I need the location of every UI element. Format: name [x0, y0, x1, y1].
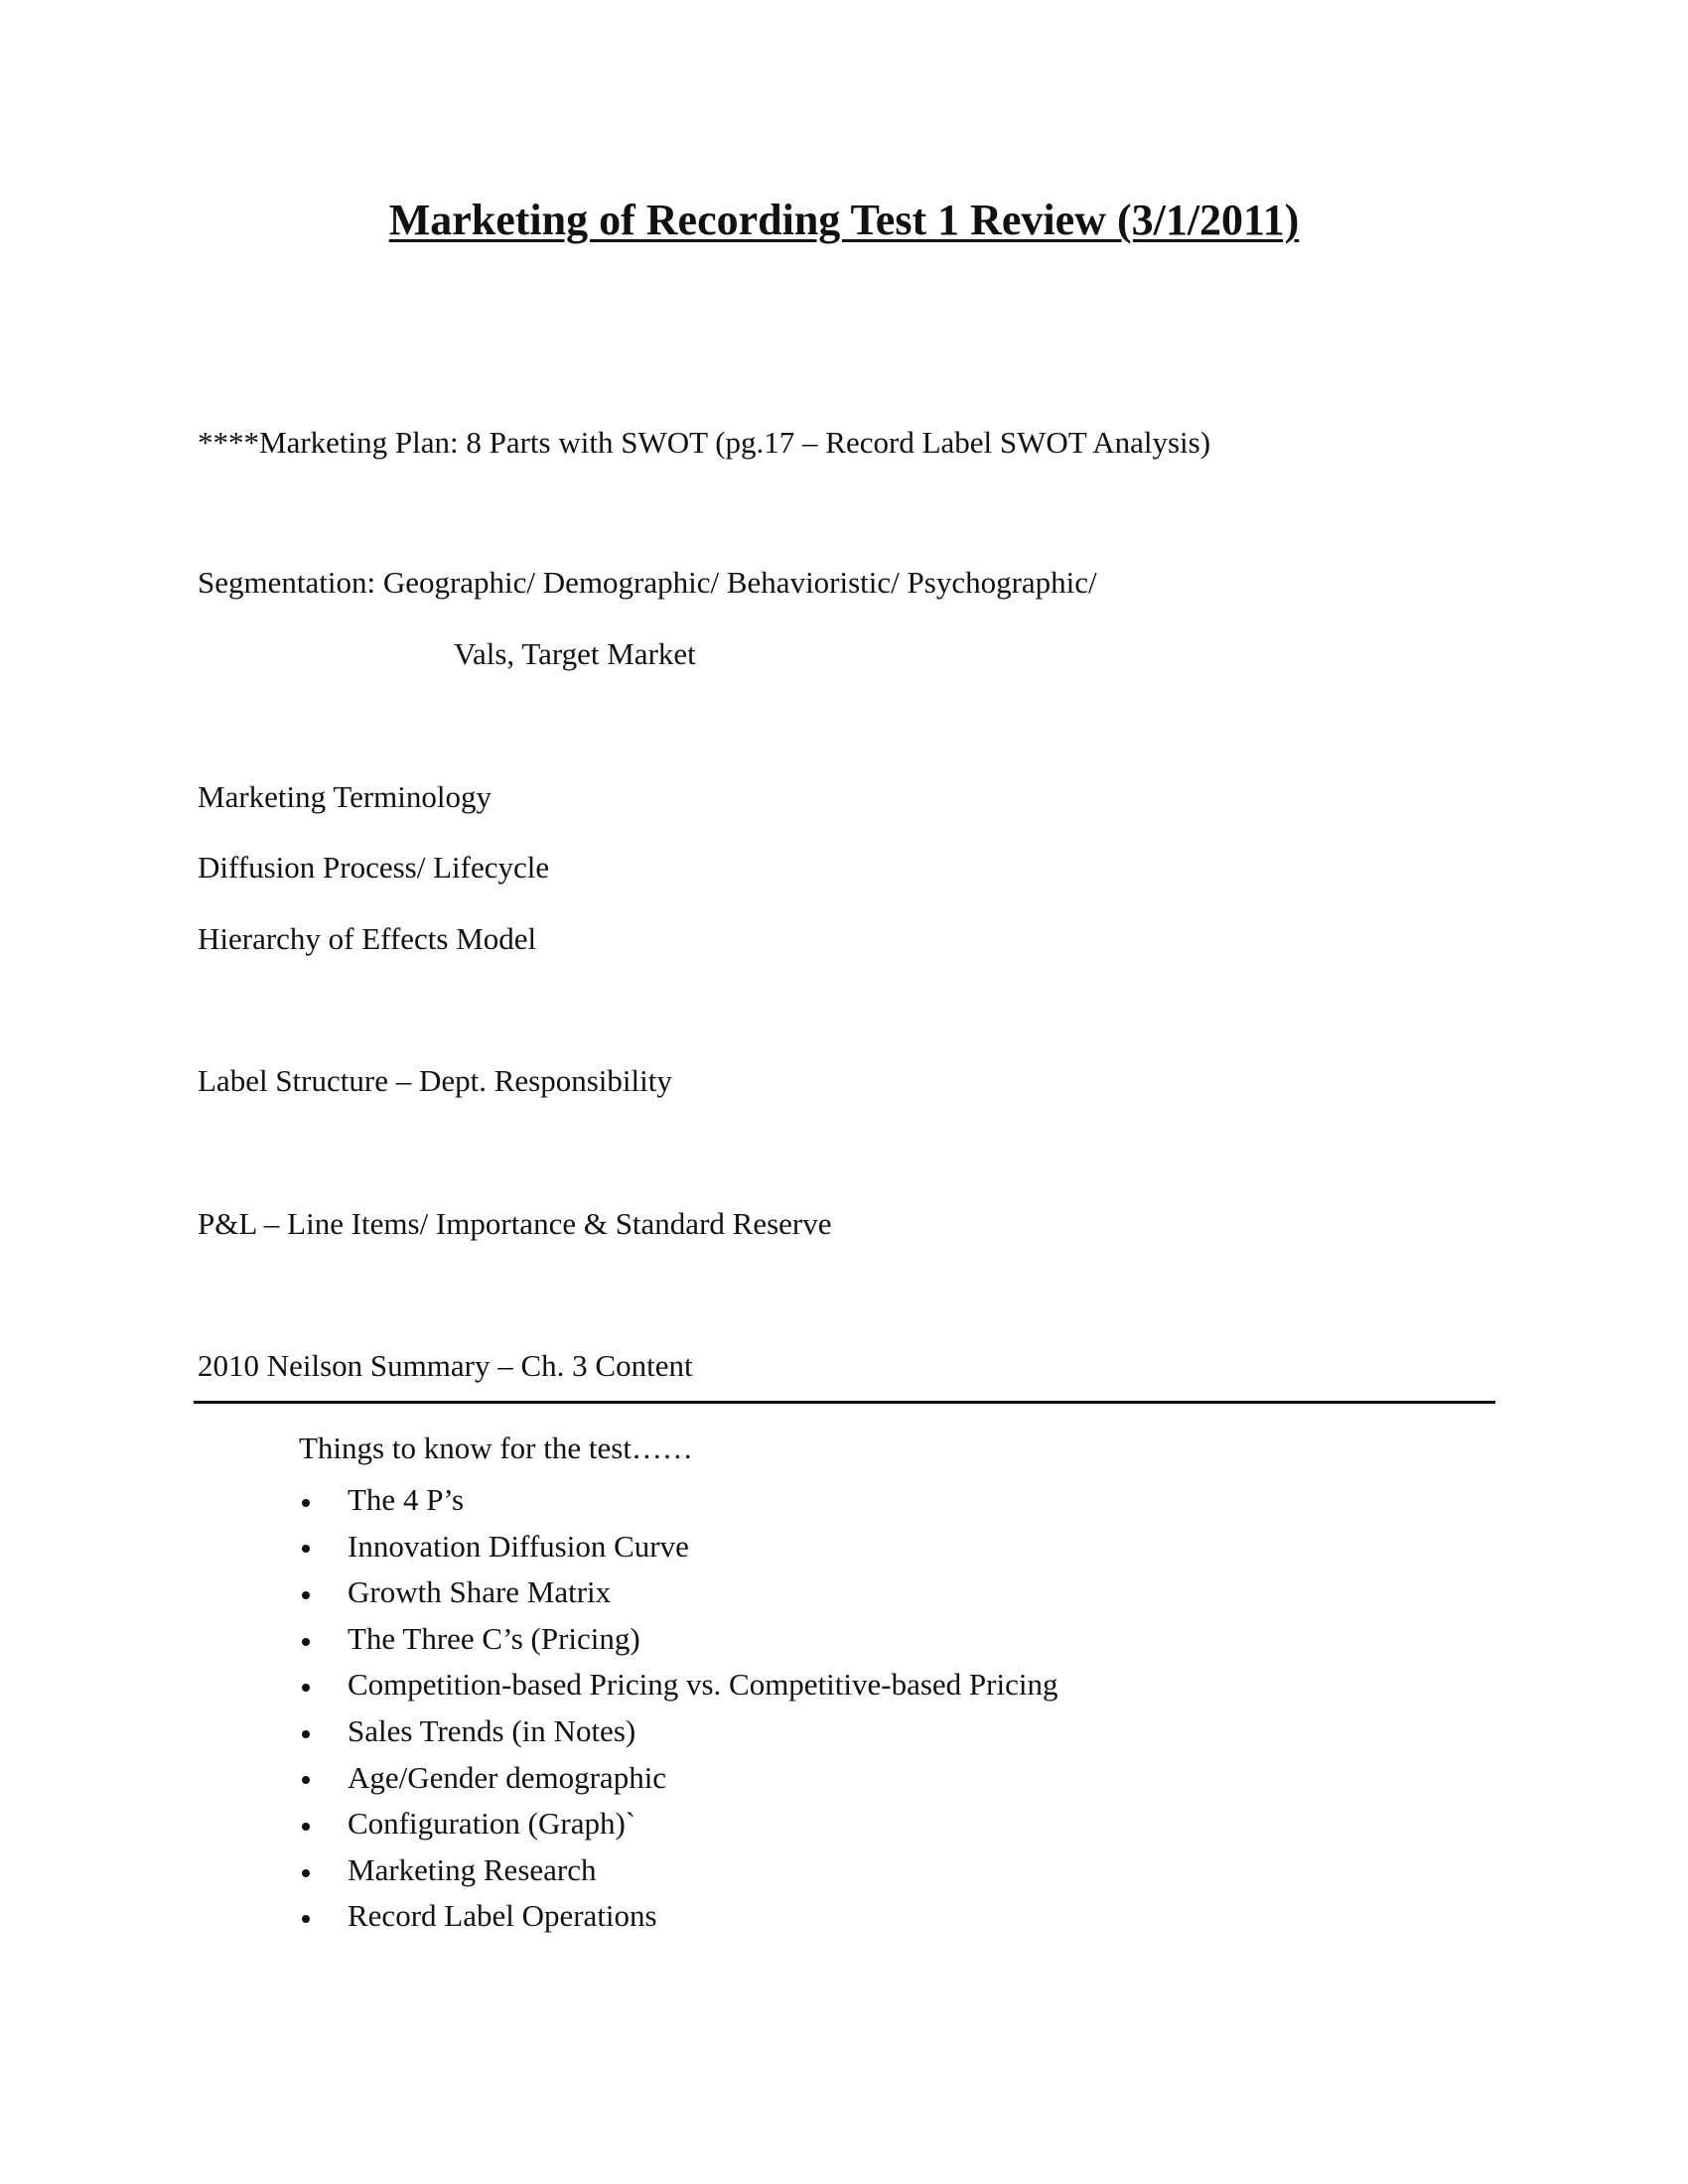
list-item-text: Growth Share Matrix [348, 1574, 612, 1610]
label-structure-line: Label Structure – Dept. Responsibility [198, 1063, 672, 1098]
list-item-text: Sales Trends (in Notes) [348, 1712, 636, 1748]
diffusion-line: Diffusion Process/ Lifecycle [198, 850, 550, 885]
bullet-icon [299, 1477, 313, 1524]
list-item-text: The Three C’s (Pricing) [348, 1620, 640, 1656]
section-divider [194, 1401, 1495, 1404]
segmentation-line: Segmentation: Geographic/ Demographic/ Behavioristic/ Psychographic/ [198, 565, 1097, 600]
document-title: Marketing of Recording Test 1 Review (3/1/2011) [388, 196, 1300, 244]
list-item-text: Competition-based Pricing vs. Competitive-based Pricing [348, 1667, 1058, 1703]
bullet-icon [299, 1801, 313, 1847]
pnl-line: P&L – Line Items/ Importance & Standard Reserve [198, 1206, 832, 1241]
bullet-icon [299, 1616, 313, 1663]
list-item-text: Age/Gender demographic [348, 1759, 667, 1795]
list-item-text: The 4 P’s [348, 1482, 465, 1517]
marketing-plan-line: ****Marketing Plan: 8 Parts with SWOT (pg.17 – Record Label SWOT Analysis) [198, 425, 1211, 460]
bullet-icon [299, 1662, 313, 1708]
bullet-icon [299, 1570, 313, 1616]
terminology-line: Marketing Terminology [198, 779, 492, 814]
bullet-icon [299, 1755, 313, 1802]
hierarchy-line: Hierarchy of Effects Model [198, 921, 537, 956]
bullet-icon [299, 1847, 313, 1894]
bullet-icon [299, 1708, 313, 1755]
neilson-summary-line: 2010 Neilson Summary – Ch. 3 Content [198, 1348, 693, 1383]
list-item-text: Marketing Research [348, 1851, 597, 1887]
bullet-icon [299, 1893, 313, 1940]
segmentation-continued-line: Vals, Target Market [454, 636, 696, 671]
list-item-text: Record Label Operations [348, 1898, 657, 1934]
list-item-text: Innovation Diffusion Curve [348, 1528, 689, 1564]
list-item-text: Configuration (Graph)` [348, 1806, 636, 1842]
list-intro: Things to know for the test…… [299, 1431, 693, 1465]
bullet-icon [299, 1524, 313, 1570]
